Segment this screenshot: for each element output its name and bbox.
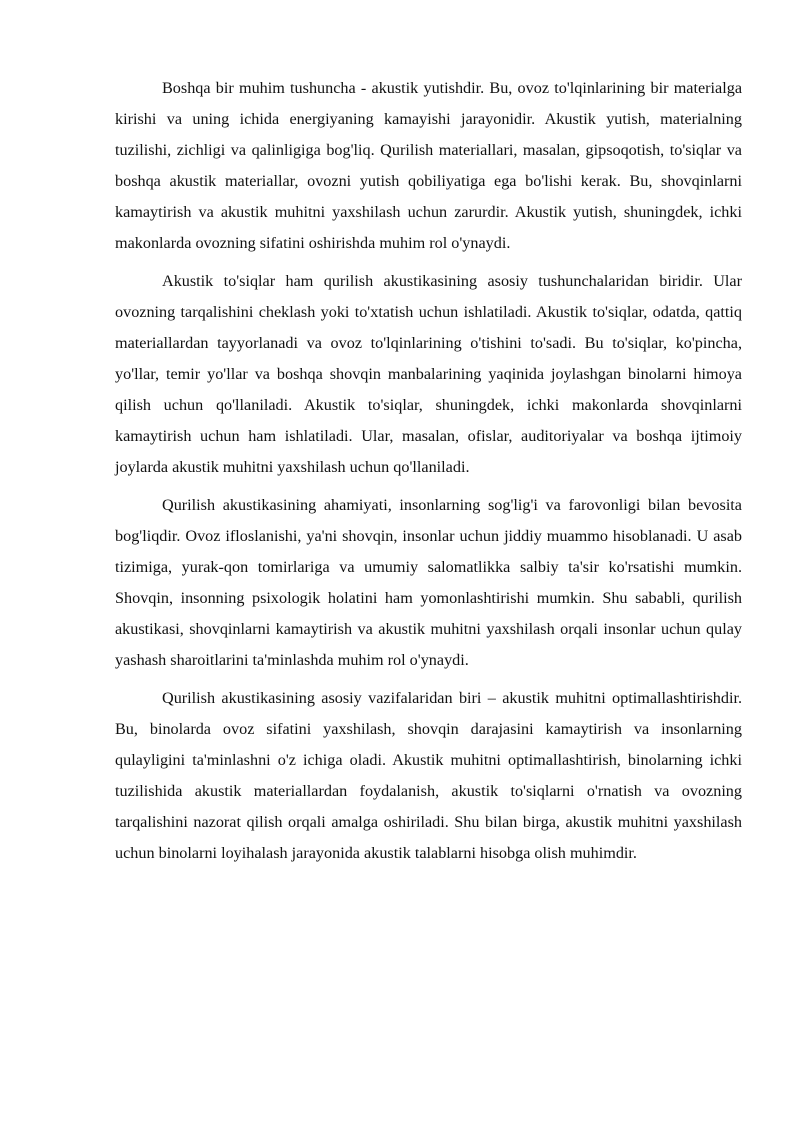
paragraph-acoustic-environment-optimization: Qurilish akustikasining asosiy vazifalaridan biri – akustik muhitni optimallashtirishdir. Bu, binolarda ovoz sifatini yaxshilash, shovqin darajasini kamaytirish va insonlarning qulayligini ta'minlashni o'z ichiga oladi. Akustik muhitni optimallashtirish, binolarning ichki tuzilishida akustik materiallardan foydalanish, akustik to'siqlarni o'rnatish va ovozning tarqalishini nazorat qilish orqali amalga oshiriladi. Shu bilan birga, akustik muhitni yaxshilash uchun binolarni loyihalash jarayonida akustik talablarni hisobga olish muhimdir. xyxy=(115,689,742,862)
paragraph-acoustic-absorption: Boshqa bir muhim tushuncha - akustik yutishdir. Bu, ovoz to'lqinlarining bir materialga kirishi va uning ichida energiyaning kamayishi jarayonidir. Akustik yutish, materialning tuzilishi, zichligi va qalinligiga bog'liq. Qurilish materiallari, masalan, gipsoqotish, to'siqlar va boshqa akustik materiallar, ovozni yutish qobiliyatiga ega bo'lishi kerak. Bu, shovqinlarni kamaytirish va akustik muhitni yaxshilash uchun zarurdir. Akustik yutish, shuningdek, ichki makonlarda ovozning sifatini oshirishda muhim rol o'ynaydi. xyxy=(115,79,742,252)
paragraph-importance-of-building-acoustics: Qurilish akustikasining ahamiyati, insonlarning sog'lig'i va farovonligi bilan bevosita bog'liqdir. Ovoz ifloslanishi, ya'ni shovqin, insonlar uchun jiddiy muammo hisoblanadi. U asab tizimiga, yurak-qon tomirlariga va umumiy salomatlikka salbiy ta'sir ko'rsatishi mumkin. Shovqin, insonning psixologik holatini ham yomonlashtirishi mumkin. Shu sababli, qurilish akustikasi, shovqinlarni kamaytirish va akustik muhitni yaxshilash orqali insonlar uchun qulay yashash sharoitlarini ta'minlashda muhim rol o'ynaydi. xyxy=(115,496,742,669)
paragraph-acoustic-barriers: Akustik to'siqlar ham qurilish akustikasining asosiy tushunchalaridan biridir. Ular ovozning tarqalishini cheklash yoki to'xtatish uchun ishlatiladi. Akustik to'siqlar, odatda, qattiq materiallardan tayyorlanadi va ovoz to'lqinlarining o'tishini to'sadi. Bu to'siqlar, ko'pincha, yo'llar, temir yo'llar va boshqa shovqin manbalarining yaqinida joylashgan binolarni himoya qilish uchun qo'llaniladi. Akustik to'siqlar, shuningdek, ichki makonlarda shovqinlarni kamaytirish uchun ham ishlatiladi. Ular, masalan, ofislar, auditoriyalar va boshqa ijtimoiy joylarda akustik muhitni yaxshilash uchun qo'llaniladi. xyxy=(115,272,742,476)
document-body xyxy=(115,73,742,876)
